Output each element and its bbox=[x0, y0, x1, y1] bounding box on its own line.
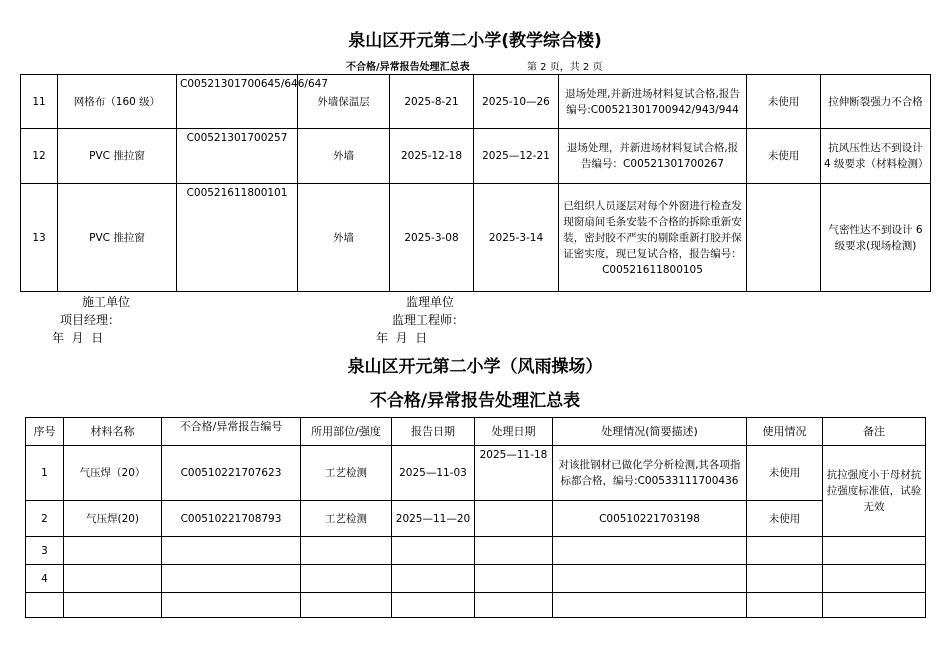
remark: 气密性达不到设计 6 级要求(现场检测) bbox=[821, 184, 931, 292]
report-date: 2025-8-21 bbox=[390, 75, 474, 129]
material-name: PVC 推拉窗 bbox=[58, 184, 177, 292]
row-no: 2 bbox=[26, 501, 64, 537]
table-row bbox=[21, 75, 931, 129]
part: 工艺检测 bbox=[301, 446, 392, 501]
project-manager-label: 项目经理： bbox=[60, 313, 121, 327]
material-name: 气压焊(20) bbox=[64, 501, 162, 537]
handle-date bbox=[475, 501, 553, 537]
part: 外墙 bbox=[298, 184, 390, 292]
part: 外墙 bbox=[298, 129, 390, 184]
empty-cell bbox=[553, 537, 747, 565]
empty-cell bbox=[64, 565, 162, 593]
empty-cell bbox=[475, 593, 553, 618]
date-left: 年 月 日 bbox=[52, 331, 104, 345]
handling: 退场处理,并新进场材料复试合格,报告编号:C00521301700942/943/944 bbox=[559, 75, 747, 129]
col-header-no: 序号 bbox=[26, 418, 64, 446]
table-row bbox=[26, 593, 926, 618]
empty-cell bbox=[823, 593, 926, 618]
table-row bbox=[26, 446, 926, 501]
usage: 未使用 bbox=[747, 75, 821, 129]
empty-cell bbox=[64, 593, 162, 618]
table-row bbox=[26, 537, 926, 565]
col-header-usage: 使用情况 bbox=[747, 418, 823, 446]
material-name: 网格布（160 级） bbox=[58, 75, 177, 129]
empty-cell bbox=[162, 537, 301, 565]
remark: 拉伸断裂强力不合格 bbox=[821, 75, 931, 129]
table-row bbox=[26, 501, 926, 537]
usage bbox=[747, 184, 821, 292]
row-no: 13 bbox=[21, 184, 58, 292]
handling: 对该批钢材已做化学分析检测,其各项指标都合格，编号:C00533111700436 bbox=[553, 446, 747, 501]
empty-cell bbox=[553, 593, 747, 618]
material-name: 气压焊（20） bbox=[64, 446, 162, 501]
report-date: 2025—11—20 bbox=[392, 501, 475, 537]
empty-cell bbox=[64, 537, 162, 565]
report-date: 2025—11-03 bbox=[392, 446, 475, 501]
usage: 未使用 bbox=[747, 446, 823, 501]
doc2-subtitle: 不合格/异常报告处理汇总表 bbox=[369, 391, 581, 411]
empty-cell bbox=[747, 537, 823, 565]
empty-cell bbox=[301, 537, 392, 565]
empty-cell bbox=[162, 565, 301, 593]
part: 外墙保温层 bbox=[298, 75, 390, 129]
table-row bbox=[26, 565, 926, 593]
handling: 已组织人员逐层对每个外窗进行检查发现窗扇间毛条安装不合格的拆除重新安装，密封胶不严实的剔除重新打胶并保证密实度，现已复试合格，报告编号：C00521611800105 bbox=[559, 184, 747, 292]
date-right: 年 月 日 bbox=[376, 331, 428, 345]
table-header-row bbox=[26, 418, 926, 446]
empty-cell bbox=[747, 593, 823, 618]
material-name: PVC 推拉窗 bbox=[58, 129, 177, 184]
handle-date: 2025—12-21 bbox=[474, 129, 559, 184]
report-number: C00510221707623 bbox=[162, 446, 301, 501]
col-header-handle-date: 处理日期 bbox=[475, 418, 553, 446]
col-header-part: 所用部位/强度 bbox=[301, 418, 392, 446]
col-header-report-date: 报告日期 bbox=[392, 418, 475, 446]
doc1-table bbox=[20, 74, 931, 292]
col-header-material: 材料名称 bbox=[64, 418, 162, 446]
part: 工艺检测 bbox=[301, 501, 392, 537]
handling: C00510221703198 bbox=[553, 501, 747, 537]
report-number: C00521611800101 bbox=[177, 184, 298, 292]
report-date: 2025-12-18 bbox=[390, 129, 474, 184]
table-row bbox=[21, 129, 931, 184]
merged-remark: 抗拉强度小于母材抗拉强度标准值，试验无效 bbox=[823, 446, 926, 537]
empty-cell bbox=[301, 565, 392, 593]
row-no: 12 bbox=[21, 129, 58, 184]
empty-cell bbox=[301, 593, 392, 618]
empty-cell bbox=[392, 565, 475, 593]
col-header-remark: 备注 bbox=[823, 418, 926, 446]
construction-unit-label: 施工单位 bbox=[82, 295, 131, 309]
handle-date: 2025-10—26 bbox=[474, 75, 559, 129]
table-row bbox=[21, 184, 931, 292]
empty-cell bbox=[162, 593, 301, 618]
usage: 未使用 bbox=[747, 501, 823, 537]
report-number: C00510221708793 bbox=[162, 501, 301, 537]
row-no: 3 bbox=[26, 537, 64, 565]
doc2-table bbox=[25, 417, 926, 618]
doc1-subtitle: 不合格/异常报告处理汇总表 bbox=[346, 62, 470, 73]
usage: 未使用 bbox=[747, 129, 821, 184]
report-number: C00521301700645/646/647 bbox=[177, 75, 298, 129]
handling: 退场处理，并新进场材料复试合格,报告编号：C00521301700267 bbox=[559, 129, 747, 184]
empty-cell bbox=[823, 537, 926, 565]
col-header-handling: 处理情况(简要描述) bbox=[553, 418, 747, 446]
supervision-unit-label: 监理单位 bbox=[406, 295, 455, 309]
empty-cell bbox=[475, 537, 553, 565]
empty-cell bbox=[747, 565, 823, 593]
empty-cell bbox=[392, 593, 475, 618]
supervision-engineer-label: 监理工程师： bbox=[392, 313, 465, 327]
doc1-title: 泉山区开元第二小学(教学综合楼) bbox=[348, 31, 602, 51]
col-header-report-no: 不合格/异常报告编号 bbox=[162, 418, 301, 446]
report-number: C00521301700257 bbox=[177, 129, 298, 184]
empty-cell bbox=[392, 537, 475, 565]
empty-cell bbox=[553, 565, 747, 593]
handle-date: 2025—11-18 bbox=[475, 446, 553, 501]
handle-date: 2025-3-14 bbox=[474, 184, 559, 292]
row-no: 4 bbox=[26, 565, 64, 593]
remark: 抗风压性达不到设计 4 级要求（材料检测） bbox=[821, 129, 931, 184]
row-no: 11 bbox=[21, 75, 58, 129]
report-date: 2025-3-08 bbox=[390, 184, 474, 292]
empty-cell bbox=[475, 565, 553, 593]
empty-cell bbox=[823, 565, 926, 593]
row-no: 1 bbox=[26, 446, 64, 501]
doc2-title: 泉山区开元第二小学（风雨操场） bbox=[347, 357, 603, 377]
page-info: 第 2 页，共 2 页 bbox=[527, 62, 603, 73]
row-no bbox=[26, 593, 64, 618]
